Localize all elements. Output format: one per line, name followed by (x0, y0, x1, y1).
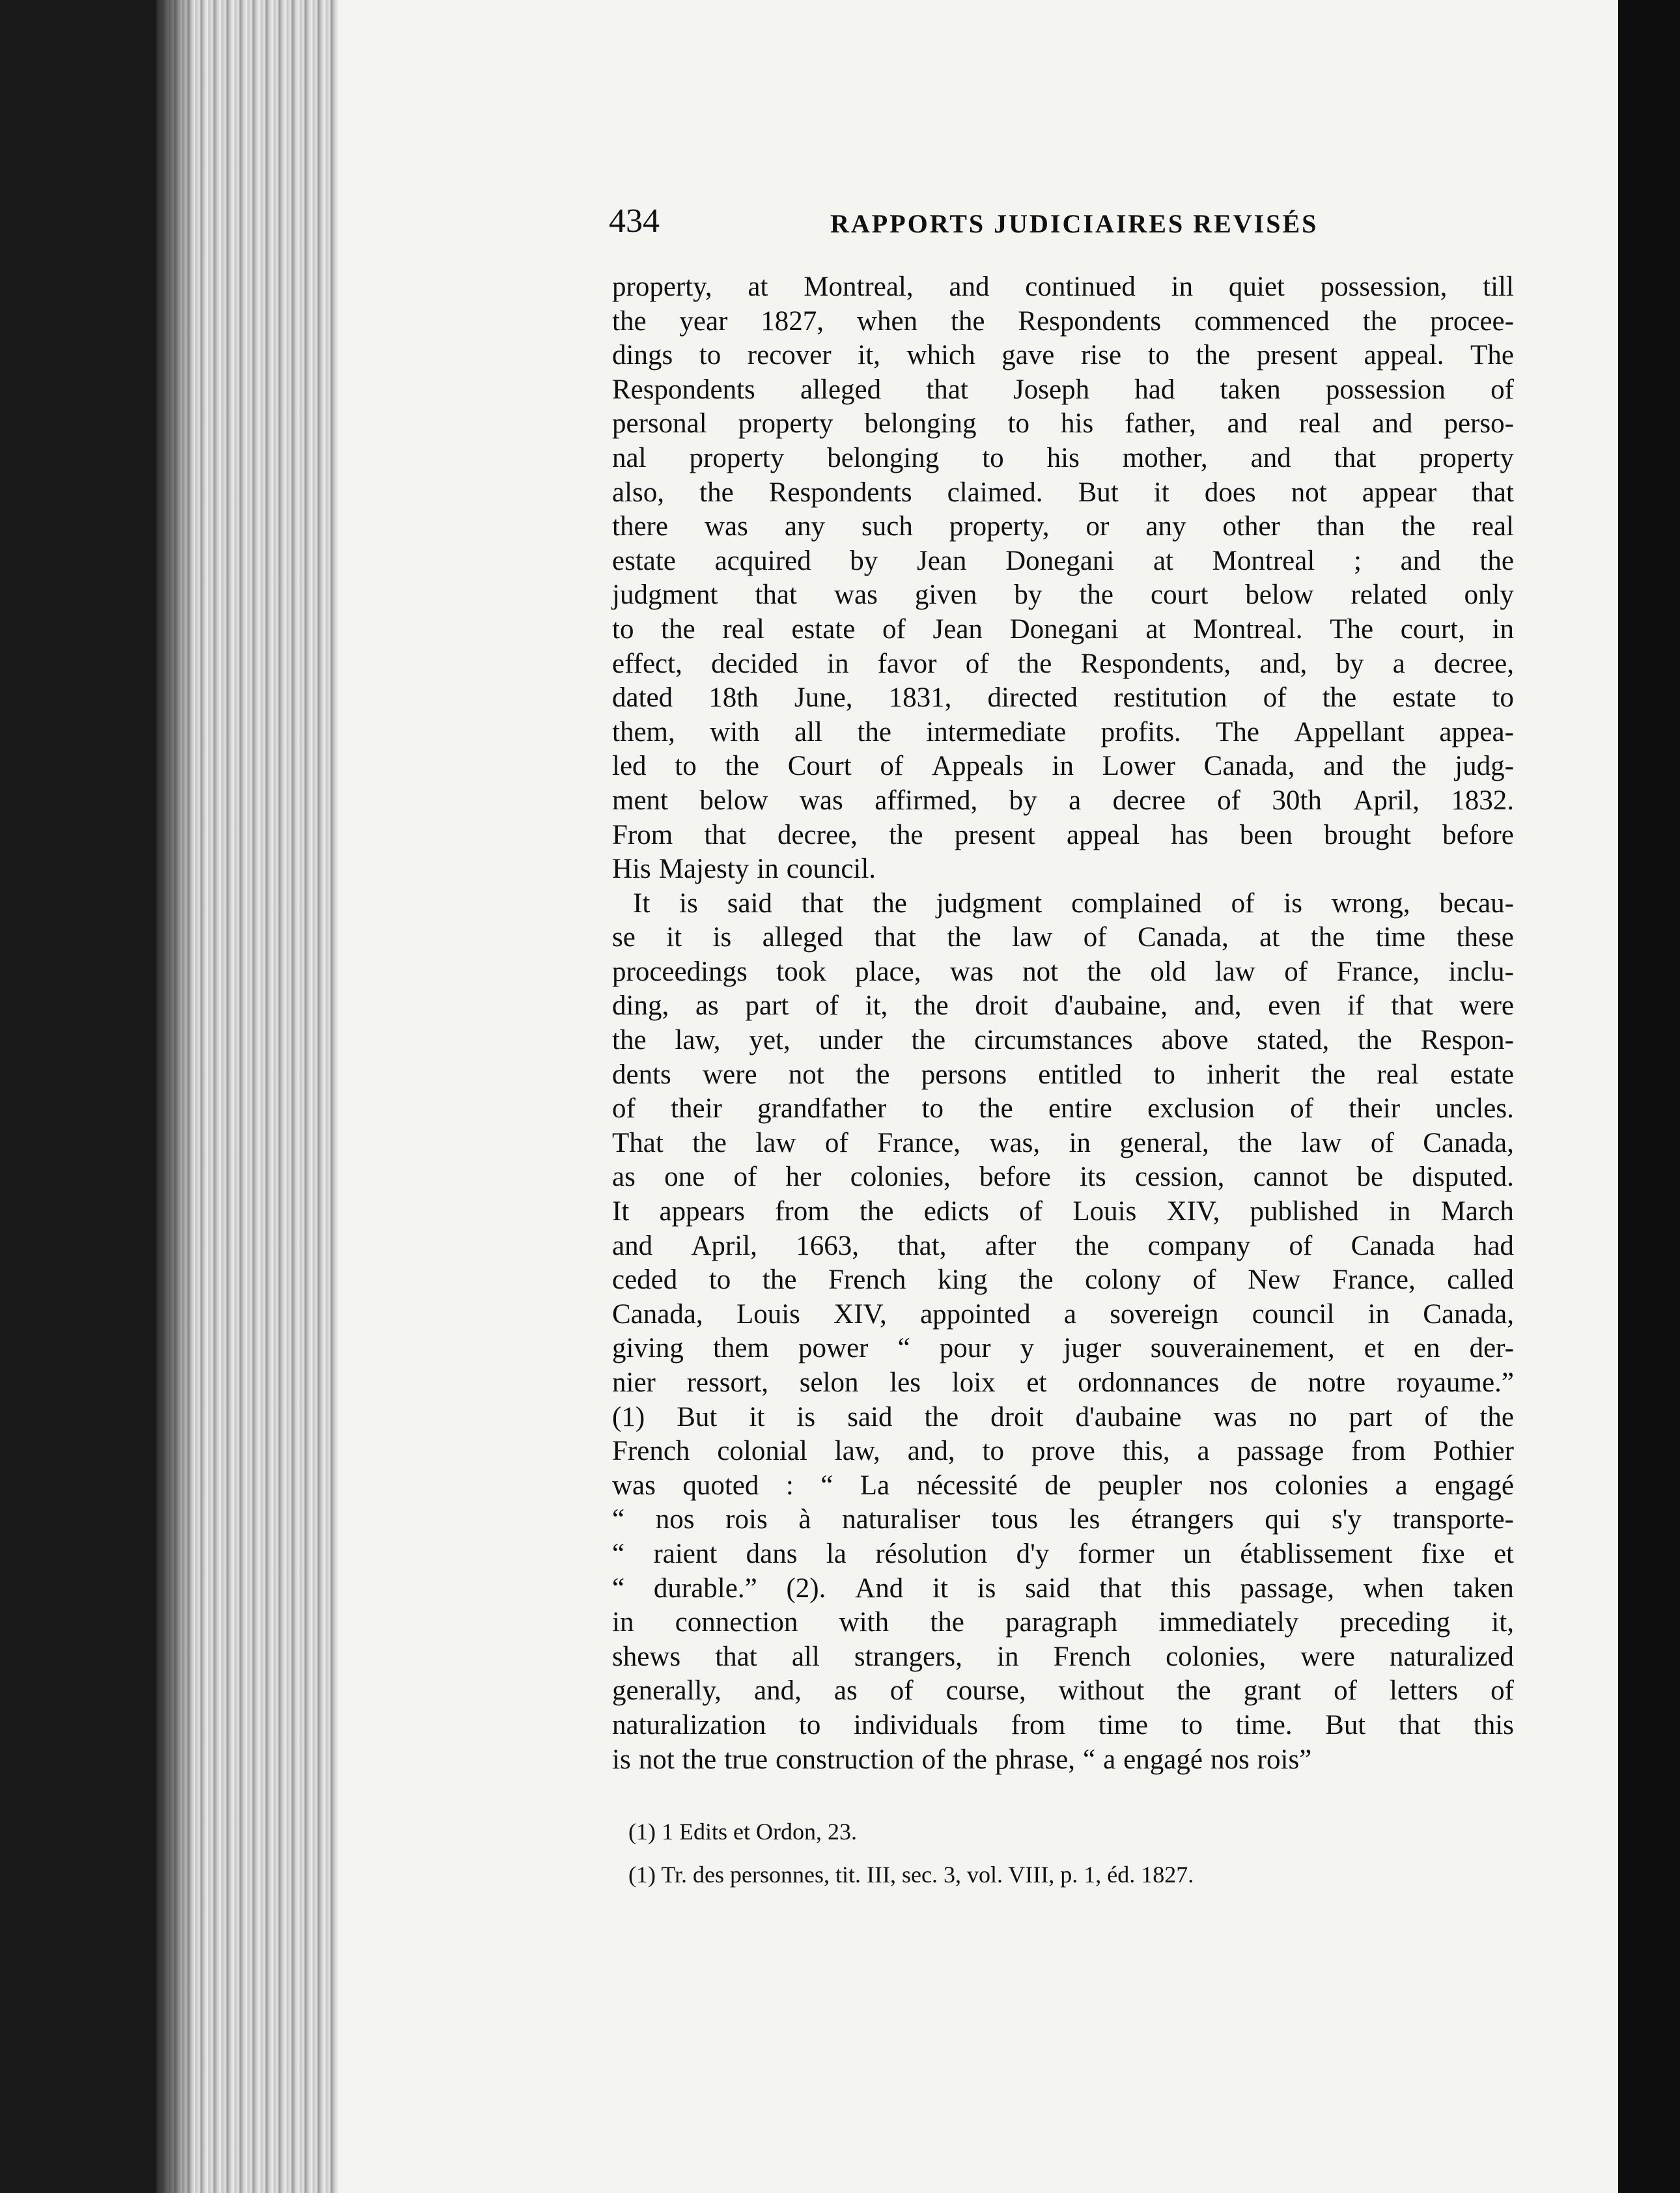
text-line: generally, and, as of course, without the grant of letters of (612, 1675, 1514, 1707)
text-line: property, at Montreal, and continued in quiet possession, till (612, 272, 1514, 302)
text-line: them, with all the intermediate profits. The Appellant appea- (612, 716, 1514, 747)
text-line: estate acquired by Jean Donegani at Montreal ; and the (612, 545, 1514, 576)
running-head (609, 202, 1511, 247)
text-line: was quoted : “ La nécessité de peupler nos colonies a engagé (612, 1470, 1514, 1501)
text-line: ceded to the French king the colony of New France, called (612, 1264, 1514, 1296)
facing-page-shadow (1618, 0, 1680, 2193)
text-line: nier ressort, selon les loix et ordonnances de notre royaume.” (612, 1367, 1514, 1398)
running-head-title: RAPPORTS JUDICIAIRES REVISÉS (830, 209, 1319, 238)
text-line: That the law of France, was, in general, the law of Canada, (612, 1127, 1514, 1158)
text-line: French colonial law, and, to prove this, a passage from Pothier (612, 1436, 1514, 1467)
text-line: Canada, Louis XIV, appointed a sovereign council in Canada, (612, 1298, 1514, 1330)
text-line: (1) But it is said the droit d'aubaine was no part of the (612, 1401, 1514, 1432)
text-line: ding, as part of it, the droit d'aubaine, and, even if that were (612, 990, 1514, 1022)
text-line: there was any such property, or any other than the real (612, 511, 1514, 542)
text-line: ment below was affirmed, by a decree of 30th April, 1832. (612, 785, 1514, 816)
text-line: se it is alleged that the law of Canada, at the time these (612, 922, 1514, 953)
text-line: effect, decided in favor of the Respondents, and, by a decree, (612, 648, 1514, 679)
book-page-edges (156, 0, 345, 2193)
text-line: It appears from the edicts of Louis XIV, published in March (612, 1196, 1514, 1227)
text-line: dated 18th June, 1831, directed restitution of the estate to (612, 682, 1514, 714)
text-line: It is said that the judgment complained of is wrong, becau- (633, 887, 1514, 919)
text-line: “ raient dans la résolution d'y former un établissement fixe et (612, 1538, 1514, 1569)
page-number: 434 (609, 203, 660, 240)
text-line: nal property belonging to his mother, and that property (612, 442, 1514, 473)
text-line: also, the Respondents claimed. But it does not appear that (612, 477, 1514, 508)
text-line: the law, yet, under the circumstances above stated, the Respon- (612, 1025, 1514, 1056)
text-line: “ durable.” (2). And it is said that this passage, when taken (612, 1572, 1514, 1604)
text-line: From that decree, the present appeal has been brought before (612, 819, 1514, 850)
text-line: Respondents alleged that Joseph had taken possession of (612, 374, 1514, 405)
text-line: judgment that was given by the court below related only (612, 580, 1514, 611)
text-line: His Majesty in council. (612, 854, 876, 885)
text-line: the year 1827, when the Respondents commenced the procee- (612, 305, 1514, 337)
body-text (612, 270, 1514, 1777)
text-line: proceedings took place, was not the old law of France, inclu- (612, 956, 1514, 987)
text-line: shews that all strangers, in French colonies, were naturalized (612, 1641, 1514, 1672)
text-line: “ nos rois à naturaliser tous les étrangers qui s'y transporte- (612, 1504, 1514, 1535)
text-line: naturalization to individuals from time to time. But that this (612, 1709, 1514, 1740)
text-line: to the real estate of Jean Donegani at Montreal. The court, in (612, 613, 1514, 645)
text-line: led to the Court of Appeals in Lower Canada, and the judg- (612, 751, 1514, 782)
text-line: and April, 1663, that, after the company of Canada had (612, 1230, 1514, 1261)
text-line: giving them power “ pour y juger souverainement, et en der- (612, 1333, 1514, 1364)
footnote: (1) Tr. des personnes, tit. III, sec. 3, vol. VIII, p. 1, éd. 1827. (628, 1862, 1194, 1888)
text-line: dents were not the persons entitled to inherit the real estate (612, 1059, 1514, 1090)
footnotes (628, 1810, 1494, 1896)
text-line: dings to recover it, which gave rise to the present appeal. The (612, 340, 1514, 371)
text-line: as one of her colonies, before its cession, cannot be disputed. (612, 1162, 1514, 1193)
text-line: in connection with the paragraph immediately preceding it, (612, 1607, 1514, 1638)
text-line: personal property belonging to his father, and real and perso- (612, 408, 1514, 440)
text-line: of their grandfather to the entire exclusion of their uncles. (612, 1093, 1514, 1124)
footnote: (1) 1 Edits et Ordon, 23. (628, 1819, 857, 1845)
text-line: is not the true construction of the phrase, “ a engagé nos rois” (612, 1744, 1312, 1775)
